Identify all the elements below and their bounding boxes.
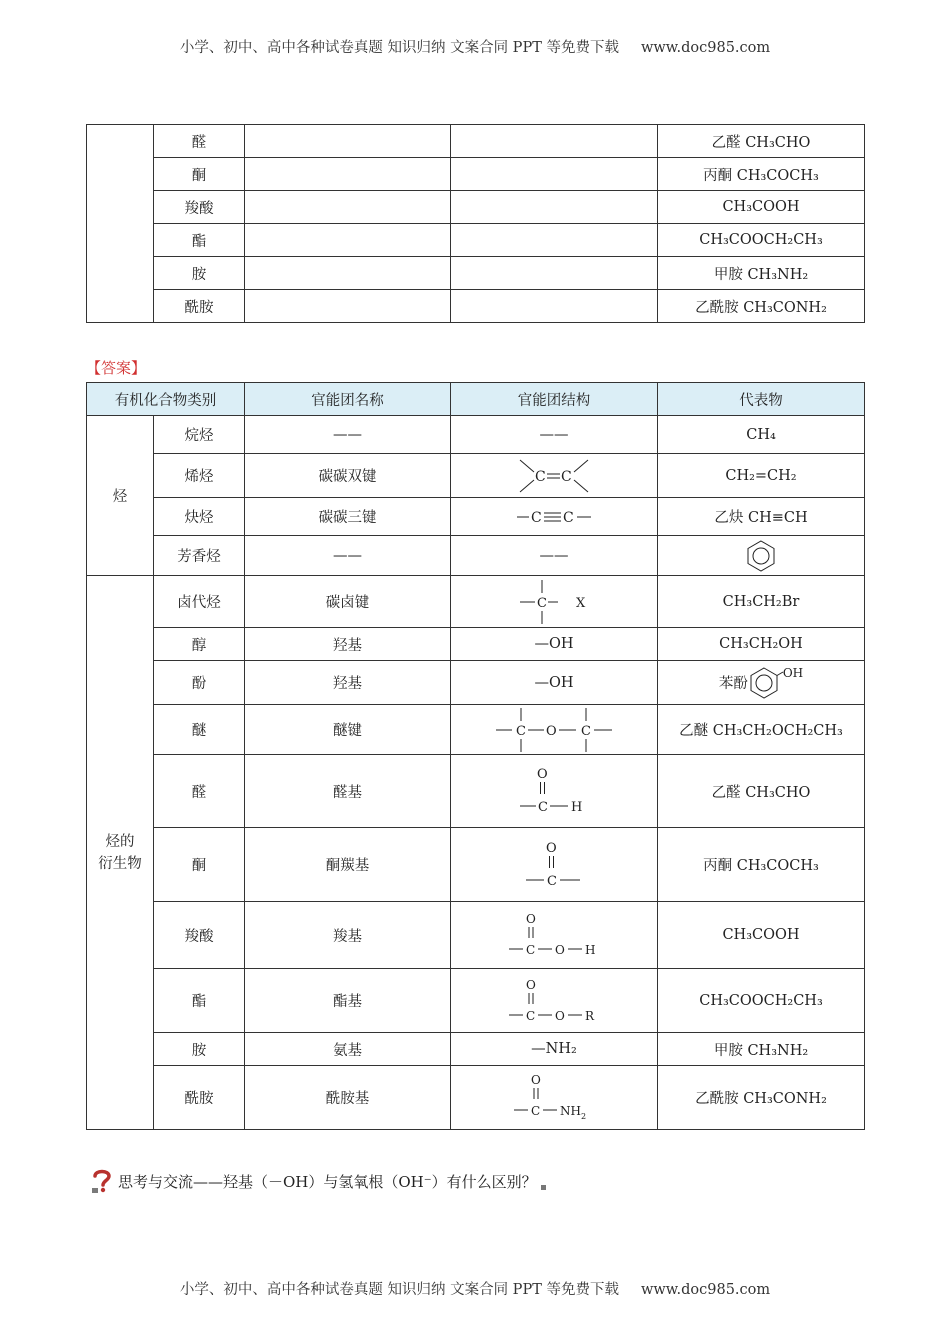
table-row [87, 158, 865, 191]
rep-cell [658, 536, 865, 576]
rep-cell: 乙酰胺 CH₃CONH₂ [658, 1066, 865, 1130]
rep-cell: 丙酮 CH₃COCH₃ [658, 158, 865, 191]
svg-text:O: O [546, 723, 557, 739]
structure-cell: —OH [451, 661, 658, 705]
ester-structure [507, 978, 601, 1024]
group-name-cell: 酮羰基 [245, 828, 451, 902]
group-name-cell: 酯基 [245, 969, 451, 1033]
svg-text:C: C [531, 509, 542, 526]
class-cell: 醚 [154, 705, 245, 755]
svg-text:X: X [576, 595, 586, 611]
structure-cell [451, 576, 658, 628]
class-cell: 烷烃 [154, 416, 245, 454]
svg-text:O: O [537, 767, 548, 782]
rep-cell: 甲胺 CH₃NH₂ [658, 257, 865, 290]
class-cell: 胺 [154, 257, 245, 290]
col-header: 官能团结构 [451, 383, 658, 416]
class-cell: 胺 [154, 1033, 245, 1066]
col-header: 代表物 [658, 383, 865, 416]
group-cell: 烃 [87, 416, 154, 576]
table-row [87, 257, 865, 290]
halide-structure [518, 579, 590, 625]
svg-text:O: O [555, 1008, 565, 1023]
svg-text:O: O [546, 840, 557, 856]
empty-group-cell [87, 125, 154, 323]
table-row [87, 576, 865, 628]
svg-text:C: C [581, 723, 591, 739]
structure-cell: —— [451, 536, 658, 576]
table-row [87, 498, 865, 536]
svg-text:NH: NH [560, 1103, 581, 1118]
rep-cell: 乙醚 CH₃CH₂OCH₂CH₃ [658, 705, 865, 755]
rep-cell: CH₃COOCH₂CH₃ [658, 224, 865, 257]
svg-text:O: O [555, 943, 565, 957]
class-cell: 醇 [154, 628, 245, 661]
svg-text:C: C [516, 723, 526, 739]
svg-text:O: O [531, 1072, 541, 1087]
class-cell: 酰胺 [154, 290, 245, 323]
structure-cell [451, 755, 658, 828]
header-url[interactable]: www.doc985.com [640, 40, 771, 56]
group-name-cell: 醚键 [245, 705, 451, 755]
table-row [87, 1066, 865, 1130]
svg-text:C: C [537, 595, 547, 611]
table-row [87, 1033, 865, 1066]
think-question [90, 1168, 546, 1194]
class-cell: 卤代烃 [154, 576, 245, 628]
svg-text:C: C [547, 873, 557, 889]
small-square-icon [541, 1185, 546, 1190]
col-header: 有机化合物类别 [87, 383, 245, 416]
group-name-cell: 碳碳双键 [245, 454, 451, 498]
table-row [87, 191, 865, 224]
table-row [87, 290, 865, 323]
rep-cell: CH₃COOH [658, 191, 865, 224]
footer-url[interactable]: www.doc985.com [640, 1282, 771, 1298]
rep-cell: CH₂=CH₂ [658, 454, 865, 498]
group-name-cell: 碳碳三键 [245, 498, 451, 536]
structure-cell [451, 454, 658, 498]
group-name-cell: 酰胺基 [245, 1066, 451, 1130]
structure-cell [451, 705, 658, 755]
benzene-ring-icon [749, 666, 779, 700]
rep-cell: 乙醛 CH₃CHO [658, 755, 865, 828]
svg-text:C: C [526, 1008, 536, 1023]
table-row [87, 828, 865, 902]
col-header: 官能团名称 [245, 383, 451, 416]
class-cell: 酮 [154, 828, 245, 902]
svg-text:C: C [563, 509, 574, 526]
structure-cell [451, 498, 658, 536]
group-cell: 烃的 衍生物 [87, 576, 154, 1130]
table-row [87, 705, 865, 755]
rep-cell: 乙醛 CH₃CHO [658, 125, 865, 158]
svg-text:C: C [535, 468, 546, 485]
alkyne-structure [515, 507, 593, 527]
benzene-ring-icon [746, 539, 776, 573]
group-name-cell: 羟基 [245, 628, 451, 661]
class-cell: 羧酸 [154, 902, 245, 969]
svg-text:O: O [526, 912, 536, 926]
group-name-cell: 醛基 [245, 755, 451, 828]
structure-cell [451, 902, 658, 969]
class-cell: 芳香烃 [154, 536, 245, 576]
structure-cell [451, 969, 658, 1033]
table-row [87, 536, 865, 576]
phenol-label: 苯酚 [718, 676, 748, 692]
structure-cell: —NH₂ [451, 1033, 658, 1066]
group-name-cell: 氨基 [245, 1033, 451, 1066]
table-row [87, 224, 865, 257]
svg-text:H: H [571, 800, 583, 815]
footer-text: 小学、初中、高中各种试卷真题 知识归纳 文案合同 PPT 等免费下载 [179, 1282, 619, 1298]
alkene-structure [514, 456, 594, 496]
table-row [87, 661, 865, 705]
amide-structure [512, 1073, 596, 1123]
rep-cell: CH₃COOH [658, 902, 865, 969]
structure-cell [451, 828, 658, 902]
question-mark-icon [90, 1168, 114, 1194]
header-row [87, 383, 865, 416]
svg-text:O: O [526, 977, 536, 992]
rep-cell: 丙酮 CH₃COCH₃ [658, 828, 865, 902]
rep-cell: CH₃COOCH₂CH₃ [658, 969, 865, 1033]
table-row [87, 969, 865, 1033]
ketone-structure [524, 840, 584, 890]
rep-cell: 甲胺 CH₃NH₂ [658, 1033, 865, 1066]
table-row [87, 416, 865, 454]
phenol-oh-label: OH [782, 665, 804, 680]
class-cell: 酯 [154, 224, 245, 257]
class-cell: 酮 [154, 158, 245, 191]
svg-text:H: H [585, 943, 596, 957]
question-text: 思考与交流——羟基（－OH）与氢氧根（OH⁻）有什么区别？ [118, 1172, 537, 1191]
table-row [87, 755, 865, 828]
page-footer [0, 1278, 950, 1299]
carboxyl-structure [507, 912, 601, 958]
class-cell: 酰胺 [154, 1066, 245, 1130]
rep-cell: CH₄ [658, 416, 865, 454]
structure-cell: —OH [451, 628, 658, 661]
class-cell: 酚 [154, 661, 245, 705]
rep-cell [658, 661, 865, 705]
class-cell: 醛 [154, 755, 245, 828]
answer-table [86, 382, 865, 1130]
group-name-cell: 碳卤键 [245, 576, 451, 628]
svg-text:C: C [538, 800, 548, 815]
answer-label: 【答案】 [86, 359, 147, 377]
svg-text:R: R [585, 1008, 595, 1023]
rep-cell: 乙酰胺 CH₃CONH₂ [658, 290, 865, 323]
svg-text:C: C [526, 943, 536, 957]
table-row [87, 125, 865, 158]
class-cell: 醛 [154, 125, 245, 158]
rep-cell: CH₃CH₂Br [658, 576, 865, 628]
continuation-table [86, 124, 865, 323]
rep-cell: CH₃CH₂OH [658, 628, 865, 661]
table-row [87, 628, 865, 661]
svg-text:2: 2 [581, 1111, 587, 1121]
group-name-cell: —— [245, 536, 451, 576]
structure-cell [451, 1066, 658, 1130]
rep-cell: 乙炔 CH≡CH [658, 498, 865, 536]
svg-text:C: C [561, 468, 572, 485]
group-name-cell: —— [245, 416, 451, 454]
page-header [0, 36, 950, 57]
class-cell: 羧酸 [154, 191, 245, 224]
ether-structure [494, 707, 614, 753]
group-name-cell: 羟基 [245, 661, 451, 705]
group-name-cell: 羧基 [245, 902, 451, 969]
class-cell: 烯烃 [154, 454, 245, 498]
table-row [87, 902, 865, 969]
aldehyde-structure [518, 766, 590, 816]
class-cell: 炔烃 [154, 498, 245, 536]
class-cell: 酯 [154, 969, 245, 1033]
table-row [87, 454, 865, 498]
header-text: 小学、初中、高中各种试卷真题 知识归纳 文案合同 PPT 等免费下载 [179, 40, 619, 56]
structure-cell: —— [451, 416, 658, 454]
svg-text:C: C [531, 1103, 541, 1118]
